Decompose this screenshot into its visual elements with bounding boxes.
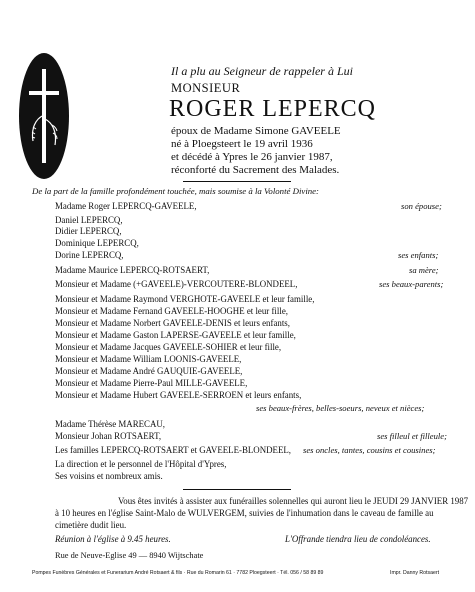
family-row: Monsieur et Madame Jacques GAVEELE-SOHIER et leur fille, — [55, 342, 282, 352]
footer-printer: Pompes Funèbres Générales et Funerarium André Rotsaert & fils · Rue du Romarin 61 · 7782 Ploegsteert · Tél. 056 / 58 89 89 — [32, 570, 324, 576]
title: MONSIEUR — [171, 81, 241, 95]
family-row: Madame Roger LEPERCQ-GAVEELE, — [55, 201, 197, 211]
family-row: Dorine LEPERCQ, — [55, 250, 124, 260]
family-row: Madame Maurice LEPERCQ-ROTSAERT, — [55, 265, 210, 275]
family-row: Dominique LEPERCQ, — [55, 238, 139, 248]
family-row: Monsieur et Madame Hubert GAVEELE-SERROEN et leurs enfants, — [55, 390, 302, 400]
family-row: Daniel LEPERCQ, — [55, 215, 123, 225]
detail-spouse: époux de Madame Simone GAVEELE — [171, 125, 341, 137]
family-row: Monsieur et Madame Raymond VERGHOTE-GAVEELE et leur famille, — [55, 294, 315, 304]
family-row: Les familles LEPERCQ-ROTSAERT et GAVEELE-BLONDEEL, — [55, 445, 292, 455]
footer-credit: Impr. Danny Rotsaert — [390, 570, 440, 576]
family-role: ses oncles, tantes, cousins et cousines; — [303, 445, 436, 455]
family-role: ses beaux-frères, belles-soeurs, neveux et nièces; — [256, 403, 425, 413]
cross-icon — [19, 53, 69, 179]
address: Rue de Neuve-Eglise 49 — 8940 Wijtschate — [55, 551, 204, 560]
family-row: Monsieur et Madame Gaston LAPERSE-GAVEELE et leur famille, — [55, 330, 296, 340]
family-row: Monsieur et Madame (+GAVEELE)-VERCOUTERE-BLONDEEL, — [55, 279, 298, 289]
family-row: Monsieur et Madame William LOONIS-GAVEELE, — [55, 354, 242, 364]
detail-birth: né à Ploegsteert le 19 avril 1936 — [171, 138, 313, 150]
family-row: Monsieur et Madame Norbert GAVEELE-DENIS et leurs enfants, — [55, 318, 290, 328]
family-row: Didier LEPERCQ, — [55, 226, 122, 236]
invitation-line: à 10 heures en l'église Saint-Malo de WULVERGEM, suivies de l'inhumation dans le caveau de famille au — [55, 508, 434, 518]
family-role: sa mère; — [409, 265, 439, 275]
offrande-text: L'Offrande tiendra lieu de condoléances. — [285, 534, 431, 544]
family-row: Monsieur Johan ROTSAERT, — [55, 431, 162, 441]
family-intro: De la part de la famille profondément touchée, mais soumise à la Volonté Divine: — [32, 186, 319, 196]
family-role: ses enfants; — [398, 250, 439, 260]
family-role: ses beaux-parents; — [379, 279, 444, 289]
family-row: La direction et le personnel de l'Hôpital d'Ypres, — [55, 459, 227, 469]
invitation-line: cimetière dudit lieu. — [55, 520, 127, 530]
family-row: Monsieur et Madame Pierre-Paul MILLE-GAVEELE, — [55, 378, 248, 388]
cross-emblem — [19, 53, 69, 179]
divider — [183, 489, 291, 490]
reunion-text: Réunion à l'église à 9.45 heures. — [55, 534, 171, 544]
detail-sacrament: réconforté du Sacrement des Malades. — [171, 164, 340, 176]
family-row: Monsieur et Madame Fernand GAVEELE-HOOGHE et leur fille, — [55, 306, 288, 316]
deceased-name: ROGER LEPERCQ — [169, 96, 377, 122]
family-row: Monsieur et Madame André GAUQUIE-GAVEELE, — [55, 366, 243, 376]
family-role: son épouse; — [401, 201, 442, 211]
detail-death: et décédé à Ypres le 26 janvier 1987, — [171, 151, 333, 163]
family-row: Ses voisins et nombreux amis. — [55, 471, 163, 481]
invitation-line: Vous êtes invités à assister aux funérailles solennelles qui auront lieu le JEUDI 29 JANVIER 1987 — [118, 496, 469, 506]
family-row: Madame Thérèse MARECAU, — [55, 419, 166, 429]
family-role: ses filleul et filleule; — [377, 431, 447, 441]
divider — [183, 181, 291, 182]
intro-text: Il a plu au Seigneur de rappeler à Lui — [171, 64, 353, 78]
